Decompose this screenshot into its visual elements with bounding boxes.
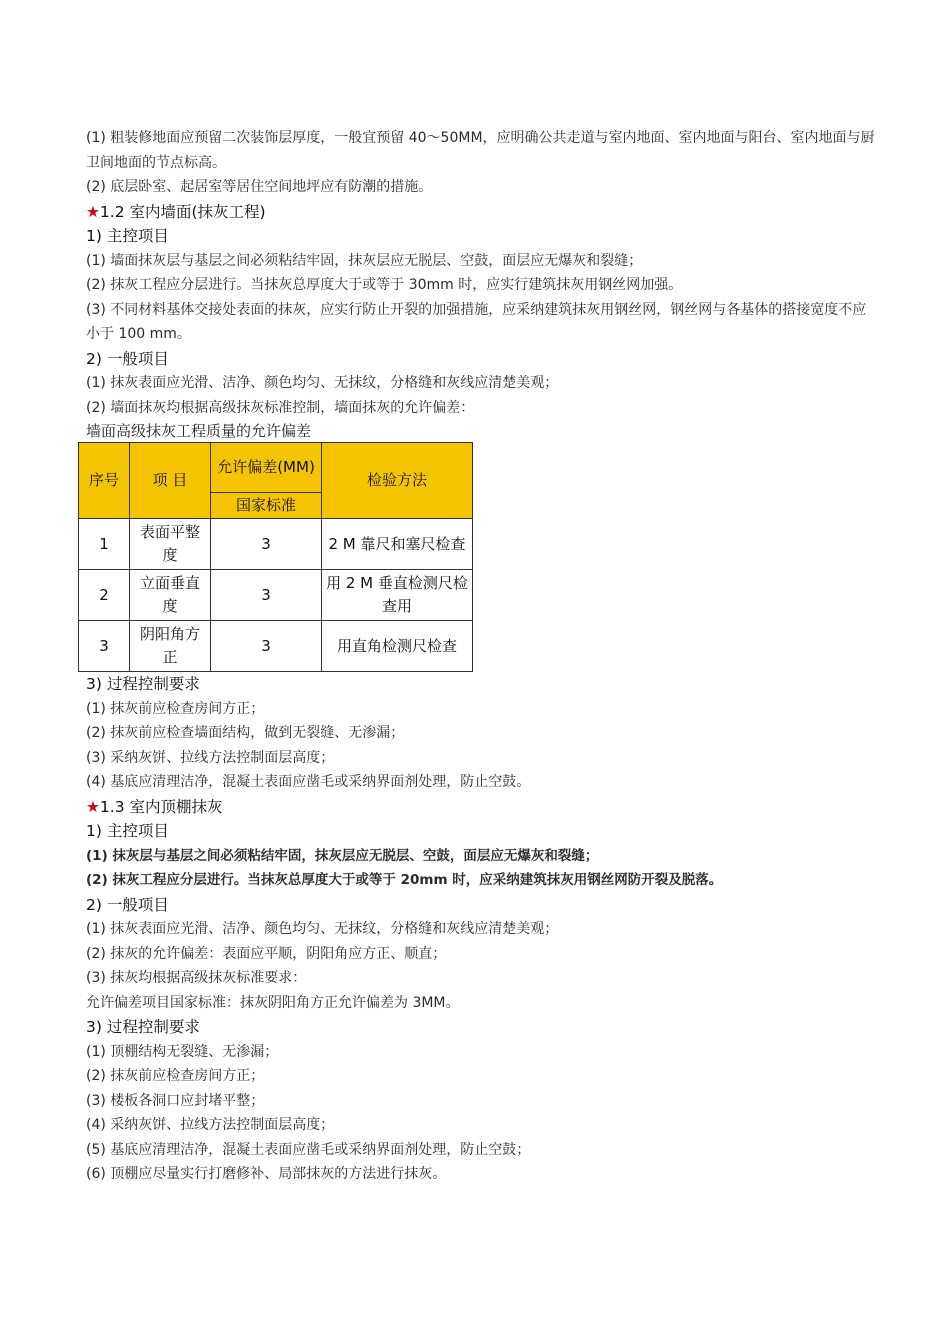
cell-no: 1 bbox=[79, 519, 130, 570]
subheading-main-control: 1) 主控项目 bbox=[86, 822, 169, 840]
cell-item: 立面垂直度 bbox=[130, 570, 211, 621]
cell-value: 3 bbox=[211, 570, 322, 621]
list-item: (4) 基底应清理洁净，混凝土表面应凿毛或采纳界面剂处理，防止空鼓。 bbox=[86, 774, 531, 790]
list-item: (2) 抹灰工程应分层进行。当抹灰总厚度大于或等于 30mm 时，应实行建筑抹灰用钢丝网加强。 bbox=[86, 277, 683, 293]
cell-value: 3 bbox=[211, 519, 322, 570]
cell-no: 3 bbox=[79, 621, 130, 672]
document-page bbox=[86, 126, 876, 1187]
cell-method: 用 2 M 垂直检测尺检查用 bbox=[322, 570, 473, 621]
table-caption: 墙面高级抹灰工程质量的允许偏差 bbox=[86, 422, 312, 440]
table-row bbox=[79, 519, 473, 570]
star-icon: ★ bbox=[86, 797, 100, 816]
subheading-general: 2) 一般项目 bbox=[86, 349, 169, 368]
list-item: (3) 楼板各洞口应封堵平整； bbox=[86, 1092, 265, 1109]
list-item: (2) 抹灰的允许偏差：表面应平顺，阴阳角应方正、顺直； bbox=[86, 945, 447, 962]
list-item: (5) 基底应清理洁净，混凝土表面应凿毛或采纳界面剂处理，防止空鼓； bbox=[86, 1141, 531, 1158]
cell-no: 2 bbox=[79, 570, 130, 621]
table-header-no: 序号 bbox=[79, 443, 130, 519]
table-header-standard: 国家标准 bbox=[211, 493, 322, 519]
subheading-general: 2) 一般项目 bbox=[86, 895, 169, 914]
note-line: 允许偏差项目国家标准：抹灰阴阳角方正允许偏差为 3MM。 bbox=[86, 994, 460, 1011]
table-header-item: 项 目 bbox=[130, 443, 211, 519]
section-title: 1.3 室内顶棚抹灰 bbox=[99, 797, 223, 816]
table-row bbox=[79, 621, 473, 672]
cell-value: 3 bbox=[211, 621, 322, 672]
list-item: (1) 抹灰层与基层之间必须粘结牢固，抹灰层应无脱层、空鼓，面层应无爆灰和裂缝； bbox=[86, 847, 599, 864]
cell-method: 用直角检测尺检查 bbox=[322, 621, 473, 672]
intro-paragraph-2: (2) 底层卧室、起居室等居住空间地坪应有防潮的措施。 bbox=[86, 179, 433, 195]
list-item: (2) 抹灰工程应分层进行。当抹灰总厚度大于或等于 20mm 时，应采纳建筑抹灰用钢丝网防开裂及脱落。 bbox=[86, 872, 723, 888]
table-header-tolerance: 允许偏差(MM) bbox=[211, 443, 322, 493]
list-item: (1) 墙面抹灰层与基层之间必须粘结牢固，抹灰层应无脱层、空鼓，面层应无爆灰和裂缝； bbox=[86, 252, 643, 269]
list-item: (3) 不同材料基体交接处表面的抹灰，应实行防止开裂的加强措施，应采纳建筑抹灰用钢丝网，钢丝网与各基体的搭接宽度不应小于 100 mm。 bbox=[86, 301, 867, 342]
tolerance-table bbox=[78, 442, 473, 672]
cell-method: 2 M 靠尺和塞尺检查 bbox=[322, 519, 473, 570]
list-item: (3) 抹灰均根据高级抹灰标准要求： bbox=[86, 970, 307, 986]
list-item: (4) 采纳灰饼、拉线方法控制面层高度； bbox=[86, 1117, 335, 1133]
list-item: (6) 顶棚应尽量实行打磨修补、局部抹灰的方法进行抹灰。 bbox=[86, 1166, 447, 1182]
cell-item: 阴阳角方正 bbox=[130, 621, 211, 672]
subheading-main-control: 1) 主控项目 bbox=[86, 227, 169, 245]
list-item: (3) 采纳灰饼、拉线方法控制面层高度； bbox=[86, 749, 335, 766]
intro-paragraph-1: (1) 粗装修地面应预留二次装饰层厚度，一般宜预留 40～50MM，应明确公共走道与室内地面、室内地面与阳台、室内地面与厨卫间地面的节点标高。 bbox=[86, 130, 875, 171]
list-item: (1) 抹灰表面应光滑、洁净、颜色均匀、无抹纹，分格缝和灰线应清楚美观； bbox=[86, 375, 559, 391]
list-item: (1) 顶棚结构无裂缝、无渗漏； bbox=[86, 1043, 279, 1060]
subheading-process: 3) 过程控制要求 bbox=[86, 1018, 200, 1036]
list-item: (2) 墙面抹灰均根据高级抹灰标准控制，墙面抹灰的允许偏差： bbox=[86, 399, 475, 416]
star-icon: ★ bbox=[86, 202, 100, 221]
table-row bbox=[79, 570, 473, 621]
list-item: (1) 抹灰前应检查房间方正； bbox=[86, 700, 265, 717]
table-header-method: 检验方法 bbox=[322, 443, 473, 519]
cell-item: 表面平整度 bbox=[130, 519, 211, 570]
list-item: (2) 抹灰前应检查墙面结构，做到无裂缝、无渗漏； bbox=[86, 725, 405, 741]
section-heading-1-2 bbox=[86, 200, 876, 225]
section-title: 1.2 室内墙面(抹灰工程) bbox=[99, 202, 266, 221]
list-item: (1) 抹灰表面应光滑、洁净、颜色均匀、无抹纹，分格缝和灰线应清楚美观； bbox=[86, 921, 559, 937]
section-heading-1-3 bbox=[86, 795, 876, 820]
list-item: (2) 抹灰前应检查房间方正； bbox=[86, 1068, 265, 1084]
subheading-process: 3) 过程控制要求 bbox=[86, 675, 200, 693]
